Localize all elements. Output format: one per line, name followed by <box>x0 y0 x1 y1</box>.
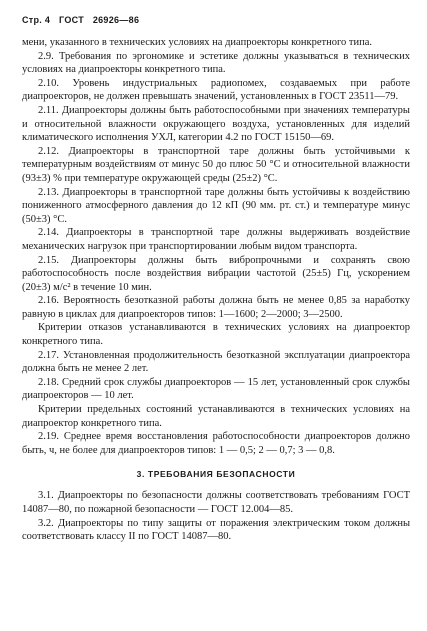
paragraph: мени, указанного в технических условиях на диапроекторы конкретного типа. <box>22 37 373 48</box>
paragraph: 2.11. Диапроекторы должны быть работоспособными при значениях температуры и относительной влажности окружающего воздуха, установленных для изделий климатического исполнения УХЛ, категории 4.2 по ГОСТ 15150—69. <box>22 104 410 144</box>
paragraph: 2.16. Вероятность безотказной работы должна быть не менее 0,85 за наработку равную в циклах для диапроекторов типов: 1—1600; 2—2000; 3—2500. <box>22 295 410 320</box>
paragraph: 2.18. Средний срок службы диапроекторов — 15 лет, установленный срок службы диапроекторов — 10 лет. <box>22 376 410 402</box>
section-paragraph-list <box>22 489 410 543</box>
standard-number: 26926—86 <box>92 15 140 25</box>
paragraph: 2.13. Диапроекторы в транспортной таре должны быть устойчивы к воздействию пониженного атмосферного давления до 12 кП (90 мм. рт. ст.) и температуре минус (50±3) °С. <box>22 186 410 225</box>
paragraph: 2.10. Уровень индустриальных радиопомех, создаваемых при работе диапроекторов, не должен превышать значений, установленных в ГОСТ 23511—79. <box>22 77 410 103</box>
paragraph: 2.14. Диапроекторы в транспортной таре должны выдерживать воздействие механических нагрузок при транспортировании любым видом транспорта. <box>22 227 410 252</box>
standard-label: ГОСТ <box>59 15 84 25</box>
paragraph: 2.17. Установленная продолжительность безотказной эксплуатации диапроектора должна быть не менее 2 лет. <box>22 349 410 375</box>
document-body <box>22 36 410 544</box>
paragraph: Критерии предельных состояний устанавливаются в технических условиях на диапроектор конкретного типа. <box>22 404 410 429</box>
paragraph: Критерии отказов устанавливаются в технических условиях на диапроектор конкретного типа. <box>22 322 410 348</box>
paragraph: 2.19. Среднее время восстановления работоспособности диапроекторов должно быть, ч, не более для диапроекторов типов: 1 — 0,5; 2 — 0,7; 3 — 0,8. <box>22 431 410 456</box>
paragraph: 2.12. Диапроекторы в транспортной таре должны быть устойчивыми к температурным воздействиям от минус 50 до плюс 50 °С и относительной влажности (93±3) % при температуре окружающей среды (25±2) °С. <box>22 145 410 184</box>
paragraph: 3.2. Диапроекторы по типу защиты от поражения электрическим током должны соответствовать классу II по ГОСТ 14087—80. <box>22 517 410 543</box>
paragraph: 2.15. Диапроекторы должны быть вибропрочными и сохранять свою работоспособность после воздействия вибрации частотой (25±5) Гц, ускорением (20±3) м/с² в течение 10 мин. <box>22 254 410 293</box>
paragraph: 3.1. Диапроекторы по безопасности должны соответствовать требованиям ГОСТ 14087—80, по пожарной безопасности — ГОСТ 12.004—85. <box>22 490 410 515</box>
paragraph-list <box>22 36 410 457</box>
paragraph: 2.9. Требования по эргономике и эстетике должны указываться в технических условиях на диапроекторы конкретного типа. <box>22 50 410 76</box>
page-header <box>22 15 145 25</box>
section-title: 3. ТРЕБОВАНИЯ БЕЗОПАСНОСТИ <box>136 469 296 480</box>
page-number: Стр. 4 <box>22 15 51 25</box>
